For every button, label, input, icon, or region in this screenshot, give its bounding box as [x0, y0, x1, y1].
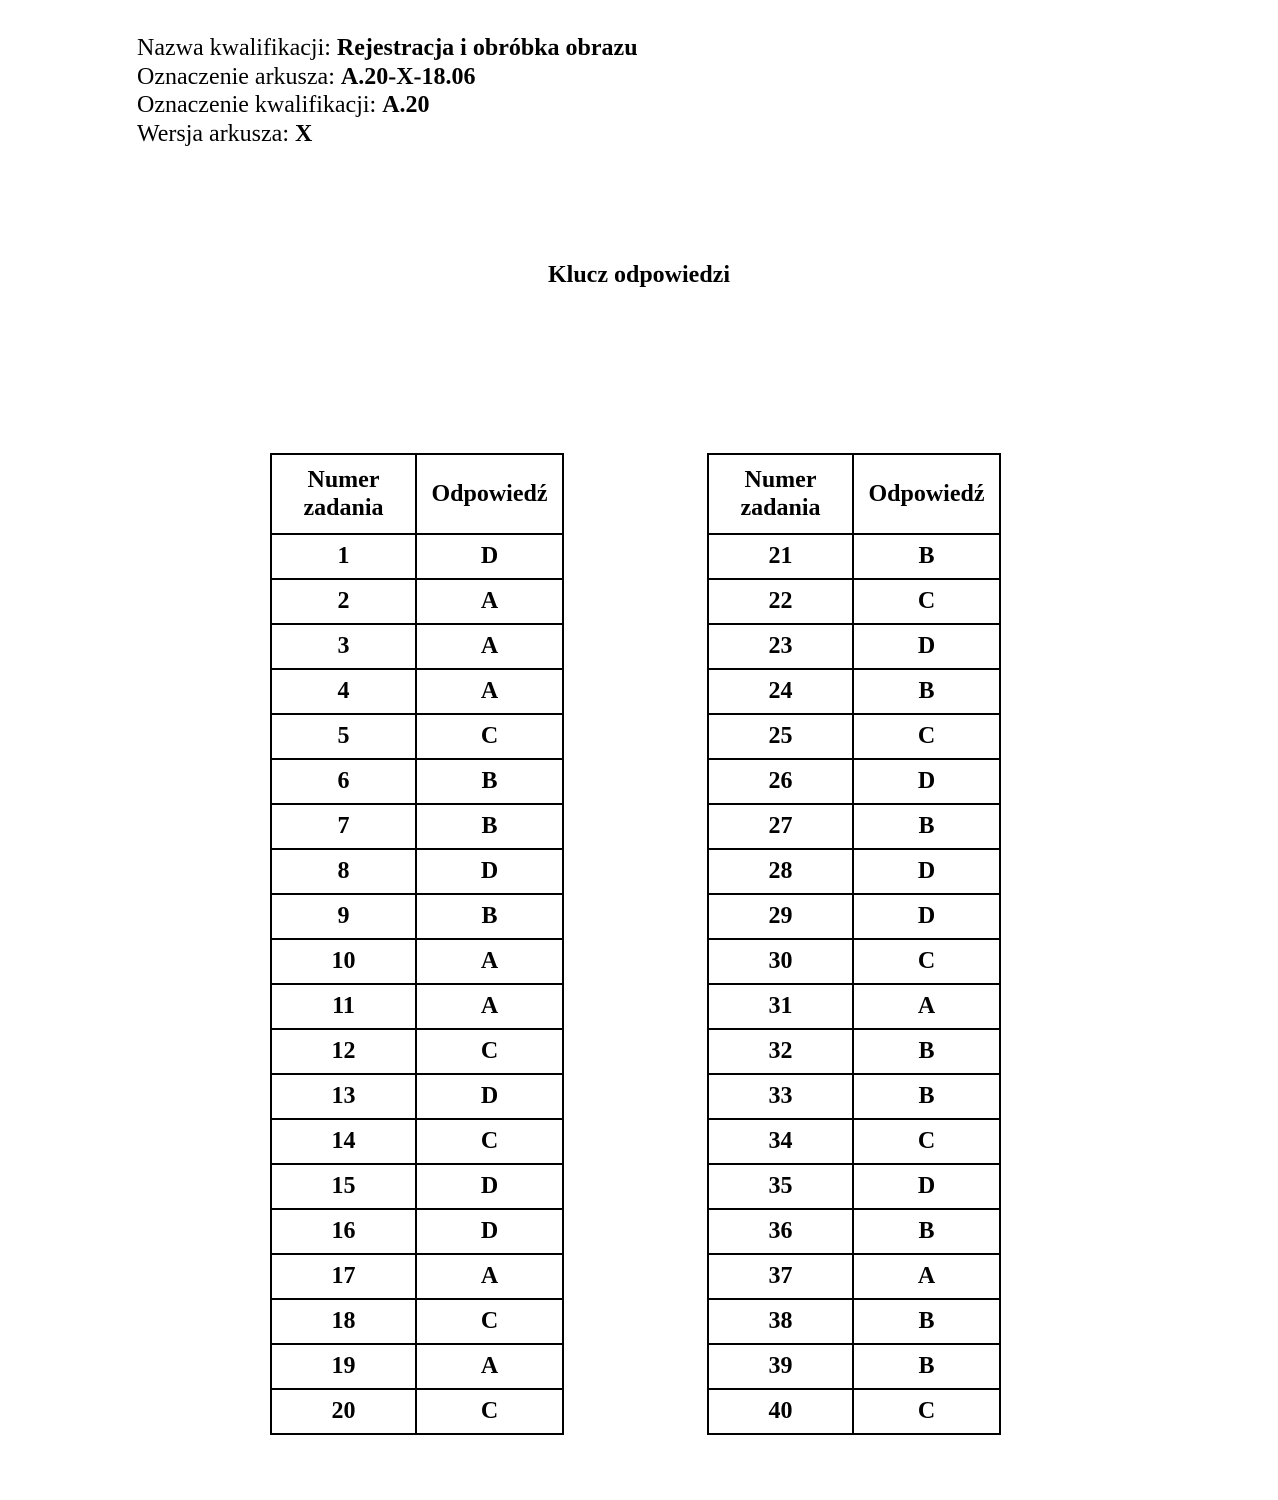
- table-row: [708, 1074, 1000, 1119]
- answer-cell: A: [416, 624, 563, 669]
- question-number-cell: 28: [708, 849, 853, 894]
- answer-cell: B: [853, 1074, 1000, 1119]
- question-number-cell: 11: [271, 984, 416, 1029]
- question-number-cell: 10: [271, 939, 416, 984]
- answer-cell: C: [416, 714, 563, 759]
- question-number-cell: 6: [271, 759, 416, 804]
- answer-cell: D: [853, 624, 1000, 669]
- table-row: [708, 939, 1000, 984]
- table-row: [271, 1254, 563, 1299]
- question-number-cell: 25: [708, 714, 853, 759]
- answer-cell: B: [853, 1344, 1000, 1389]
- answer-cell: C: [853, 1119, 1000, 1164]
- answer-cell: C: [416, 1389, 563, 1434]
- qualification-name-value: Rejestracja i obróbka obrazu: [336, 35, 638, 61]
- answer-cell: A: [416, 1344, 563, 1389]
- question-number-cell: 14: [271, 1119, 416, 1164]
- answer-cell: C: [416, 1119, 563, 1164]
- qualification-name-label: Nazwa kwalifikacji:: [137, 35, 337, 61]
- question-number-cell: 22: [708, 579, 853, 624]
- table-row: [708, 759, 1000, 804]
- column-header-number-line1: Numer: [307, 467, 380, 493]
- table-row: [708, 1344, 1000, 1389]
- table-row: [708, 1119, 1000, 1164]
- answer-cell: D: [853, 1164, 1000, 1209]
- table-row: [708, 1164, 1000, 1209]
- column-header-number-line2: zadania: [303, 495, 384, 521]
- sheet-code-label: Oznaczenie arkusza:: [137, 63, 341, 90]
- answer-cell: A: [416, 579, 563, 624]
- question-number-cell: 17: [271, 1254, 416, 1299]
- question-number-cell: 38: [708, 1299, 853, 1344]
- table-row: [708, 984, 1000, 1029]
- page-title: Klucz odpowiedzi: [547, 262, 730, 288]
- question-number-cell: 34: [708, 1119, 853, 1164]
- question-number-cell: 37: [708, 1254, 853, 1299]
- answer-cell: C: [853, 1389, 1000, 1434]
- question-number-cell: 39: [708, 1344, 853, 1389]
- table-row: [708, 804, 1000, 849]
- question-number-cell: 29: [708, 894, 853, 939]
- question-number-cell: 3: [271, 624, 416, 669]
- question-number-cell: 21: [708, 534, 853, 579]
- table-row: [271, 759, 563, 804]
- column-header-answer: Odpowiedź: [853, 454, 1000, 534]
- answer-cell: D: [853, 849, 1000, 894]
- answer-cell: B: [416, 894, 563, 939]
- column-header-number: [271, 454, 416, 534]
- table-row: [708, 1029, 1000, 1074]
- answer-cell: B: [416, 759, 563, 804]
- answer-cell: B: [853, 534, 1000, 579]
- answer-cell: D: [853, 894, 1000, 939]
- table-row: [271, 1299, 563, 1344]
- table-row: [271, 849, 563, 894]
- question-number-cell: 20: [271, 1389, 416, 1434]
- table-row: [271, 579, 563, 624]
- qualification-name-line: [137, 34, 638, 63]
- table-row: [708, 714, 1000, 759]
- sheet-code-value: A.20-X-18.06: [340, 63, 476, 90]
- question-number-cell: 36: [708, 1209, 853, 1254]
- answer-key-table-left: [270, 453, 564, 1435]
- table-row: [708, 669, 1000, 714]
- answer-cell: D: [416, 534, 563, 579]
- sheet-version-line: [137, 120, 638, 149]
- answer-cell: A: [416, 669, 563, 714]
- table-row: [708, 624, 1000, 669]
- table-row: [708, 1389, 1000, 1434]
- table-row: [708, 849, 1000, 894]
- table-header-row: [708, 454, 1000, 534]
- answer-cell: A: [853, 984, 1000, 1029]
- answer-cell: B: [416, 804, 563, 849]
- question-number-cell: 1: [271, 534, 416, 579]
- table-row: [271, 984, 563, 1029]
- question-number-cell: 8: [271, 849, 416, 894]
- column-header-number: [708, 454, 853, 534]
- table-row: [708, 579, 1000, 624]
- table-row: [271, 714, 563, 759]
- table-row: [708, 1209, 1000, 1254]
- table-row: [271, 624, 563, 669]
- answer-cell: A: [416, 939, 563, 984]
- table-row: [271, 1209, 563, 1254]
- answer-cell: D: [416, 1209, 563, 1254]
- question-number-cell: 12: [271, 1029, 416, 1074]
- document-header: [137, 34, 638, 148]
- table-row: [271, 804, 563, 849]
- answer-cell: B: [853, 669, 1000, 714]
- column-header-answer: Odpowiedź: [416, 454, 563, 534]
- answer-cell: D: [416, 1164, 563, 1209]
- question-number-cell: 2: [271, 579, 416, 624]
- table-row: [271, 534, 563, 579]
- question-number-cell: 5: [271, 714, 416, 759]
- question-number-cell: 18: [271, 1299, 416, 1344]
- answer-cell: D: [416, 849, 563, 894]
- question-number-cell: 35: [708, 1164, 853, 1209]
- sheet-version-value: X: [295, 120, 313, 147]
- table-row: [271, 1119, 563, 1164]
- answer-cell: C: [853, 939, 1000, 984]
- answer-key-table-right: [707, 453, 1001, 1435]
- table-row: [271, 1389, 563, 1434]
- table-row: [271, 939, 563, 984]
- table-row: [708, 1299, 1000, 1344]
- table-row: [271, 1074, 563, 1119]
- qualification-code-value: A.20: [382, 92, 430, 118]
- question-number-cell: 23: [708, 624, 853, 669]
- table-row: [271, 1029, 563, 1074]
- table-row: [708, 894, 1000, 939]
- question-number-cell: 33: [708, 1074, 853, 1119]
- qualification-code-label: Oznaczenie kwalifikacji:: [137, 92, 383, 118]
- qualification-code-line: [137, 91, 638, 120]
- answer-cell: B: [853, 1209, 1000, 1254]
- answer-cell: C: [416, 1029, 563, 1074]
- question-number-cell: 32: [708, 1029, 853, 1074]
- answer-cell: C: [853, 579, 1000, 624]
- sheet-version-label: Wersja arkusza:: [137, 120, 295, 147]
- column-header-number-line1: Numer: [744, 467, 817, 493]
- question-number-cell: 24: [708, 669, 853, 714]
- question-number-cell: 7: [271, 804, 416, 849]
- answer-cell: A: [416, 1254, 563, 1299]
- question-number-cell: 13: [271, 1074, 416, 1119]
- answer-cell: B: [853, 1029, 1000, 1074]
- question-number-cell: 16: [271, 1209, 416, 1254]
- table-row: [271, 1164, 563, 1209]
- table-header-row: [271, 454, 563, 534]
- question-number-cell: 31: [708, 984, 853, 1029]
- question-number-cell: 19: [271, 1344, 416, 1389]
- table-row: [271, 894, 563, 939]
- answer-cell: A: [416, 984, 563, 1029]
- sheet-code-line: [137, 63, 638, 92]
- question-number-cell: 40: [708, 1389, 853, 1434]
- table-row: [708, 1254, 1000, 1299]
- answer-cell: C: [416, 1299, 563, 1344]
- question-number-cell: 30: [708, 939, 853, 984]
- table-row: [708, 534, 1000, 579]
- table-row: [271, 669, 563, 714]
- question-number-cell: 26: [708, 759, 853, 804]
- column-header-number-line2: zadania: [740, 495, 821, 521]
- table-row: [271, 1344, 563, 1389]
- answer-cell: A: [853, 1254, 1000, 1299]
- question-number-cell: 15: [271, 1164, 416, 1209]
- answer-cell: D: [853, 759, 1000, 804]
- answer-cell: B: [853, 1299, 1000, 1344]
- answer-cell: C: [853, 714, 1000, 759]
- answer-cell: B: [853, 804, 1000, 849]
- answer-cell: D: [416, 1074, 563, 1119]
- question-number-cell: 4: [271, 669, 416, 714]
- question-number-cell: 9: [271, 894, 416, 939]
- question-number-cell: 27: [708, 804, 853, 849]
